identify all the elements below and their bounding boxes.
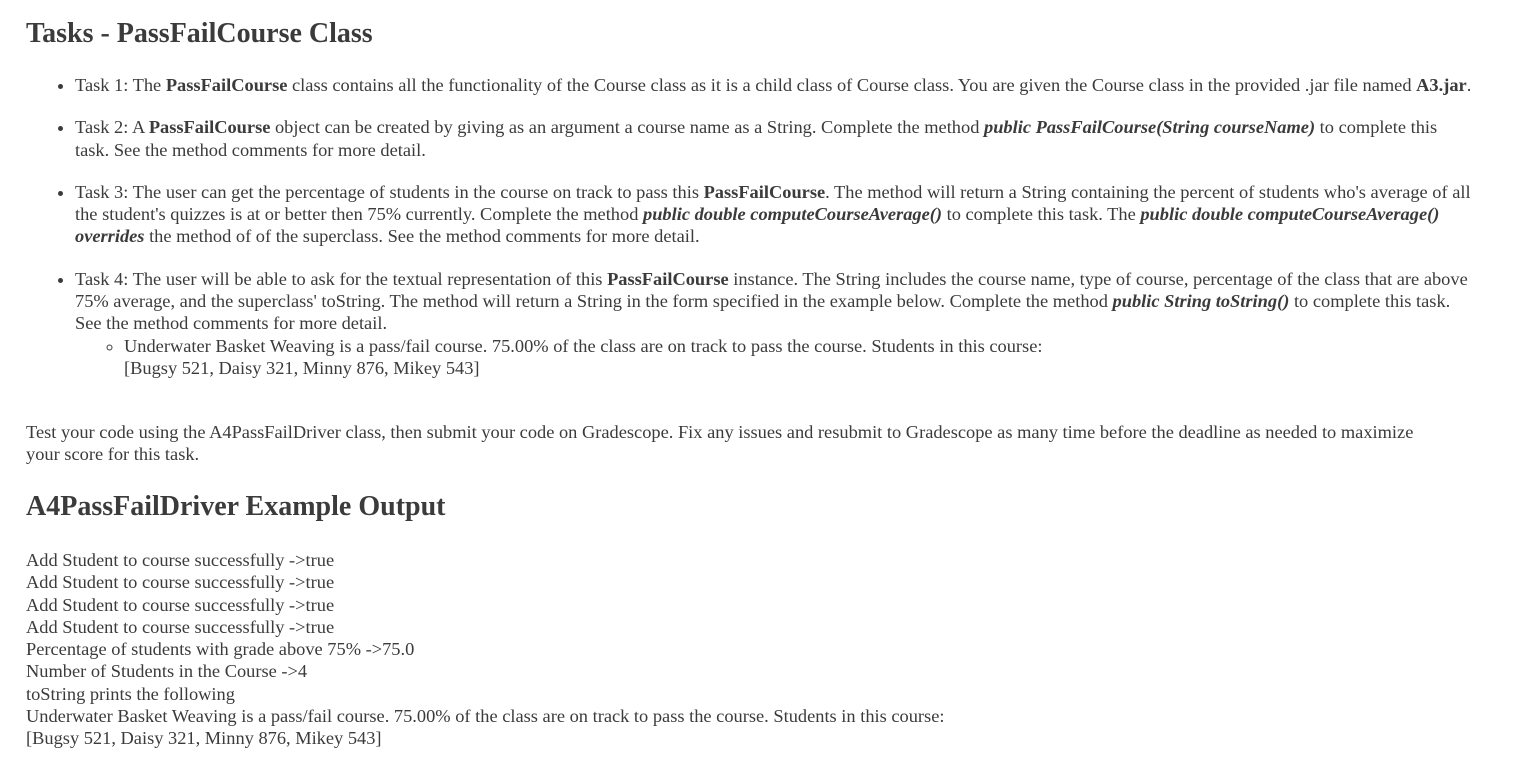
task-2-class-name: PassFailCourse bbox=[148, 117, 271, 138]
task-4-text-3: to complete this task. See the method comments for more detail. bbox=[75, 291, 1451, 334]
task-4-item bbox=[75, 268, 1475, 379]
task-4-text-2: instance. The String includes the course name, type of course, percentage of the class that are above 75% average, and the superclass' toString. The method will return a String in the form specified in the example below. Complete the method bbox=[75, 268, 1468, 312]
task-4-example-line-2: [Bugsy 521, Daisy 321, Minny 876, Mikey 543] bbox=[124, 357, 480, 378]
output-line: Add Student to course successfully ->true bbox=[26, 616, 335, 637]
task-1-class-name: PassFailCourse bbox=[165, 75, 288, 95]
task-3-text-4: the method of of the superclass. See the method comments for more detail. bbox=[144, 226, 700, 247]
tasks-heading: Tasks - PassFailCourse Class bbox=[26, 18, 373, 49]
task-3-override-signature: public double computeCourseAverage() overrides bbox=[75, 204, 1440, 247]
task-3-text-3: to complete this task. The bbox=[942, 204, 1141, 225]
output-line: Percentage of students with grade above 75% ->75.0 bbox=[26, 639, 415, 660]
output-line: Number of Students in the Course ->4 bbox=[26, 661, 308, 682]
task-2-item bbox=[75, 116, 1475, 161]
output-line: Add Student to course successfully ->true bbox=[26, 594, 335, 615]
task-3-item bbox=[75, 181, 1475, 248]
task-4-text: Task 4: The user will be able to ask for the textual representation of this bbox=[75, 268, 608, 289]
task-4-example-line-1: Underwater Basket Weaving is a pass/fail course. 75.00% of the class are on track to pass the course. Students in this course: bbox=[124, 335, 1043, 356]
task-2-text-3: to complete this task. See the method comments for more detail. bbox=[75, 117, 1438, 160]
output-line: Add Student to course successfully ->true bbox=[26, 572, 335, 593]
task-4-class-name: PassFailCourse bbox=[607, 268, 729, 289]
task-3-method-signature: public double computeCourseAverage() bbox=[643, 204, 942, 225]
output-line: toString prints the following bbox=[26, 683, 235, 704]
task-2-text: Task 2: A bbox=[75, 117, 149, 138]
example-output-block bbox=[26, 549, 945, 750]
task-4-example-item bbox=[124, 335, 1475, 380]
task-4-method-signature: public String toString() bbox=[1112, 291, 1290, 312]
task-1-text-3: . bbox=[1466, 75, 1472, 95]
task-3-text: Task 3: The user can get the percentage of students in the course on track to pass this bbox=[75, 181, 704, 202]
task-2-text-2: object can be created by giving as an argument a course name as a String. Complete the method bbox=[270, 117, 984, 138]
task-2-method-signature: public PassFailCourse(String courseName) bbox=[984, 117, 1316, 138]
output-line: Add Student to course successfully ->true bbox=[26, 550, 335, 570]
task-list bbox=[26, 74, 1475, 379]
test-instructions: Test your code using the A4PassFailDriver class, then submit your code on Gradescope. Fix any issues and resubmit to Gradescope as many time before the deadline as needed to maximize your score for this task. bbox=[26, 422, 1414, 465]
task-3-class-name: PassFailCourse bbox=[703, 181, 826, 202]
output-heading: A4PassFailDriver Example Output bbox=[26, 491, 446, 522]
task-1-item bbox=[75, 74, 1475, 96]
task-3-text-2: . The method will return a String containing the percent of students who's average of all the student's quizzes is at or better then 75% currently. Complete the method bbox=[75, 181, 1471, 225]
task-1-text: Task 1: The bbox=[75, 75, 166, 95]
task-1-text-2: class contains all the functionality of the Course class as it is a child class of Course class. You are given the Course class in the provided .jar file named bbox=[287, 75, 1417, 95]
task-1-jar-name: A3.jar bbox=[1416, 75, 1467, 95]
output-line: Underwater Basket Weaving is a pass/fail course. 75.00% of the class are on track to pass the course. Students in this course: bbox=[26, 706, 945, 727]
output-line: [Bugsy 521, Daisy 321, Minny 876, Mikey 543] bbox=[26, 728, 382, 749]
task-4-example-list bbox=[75, 335, 1475, 380]
